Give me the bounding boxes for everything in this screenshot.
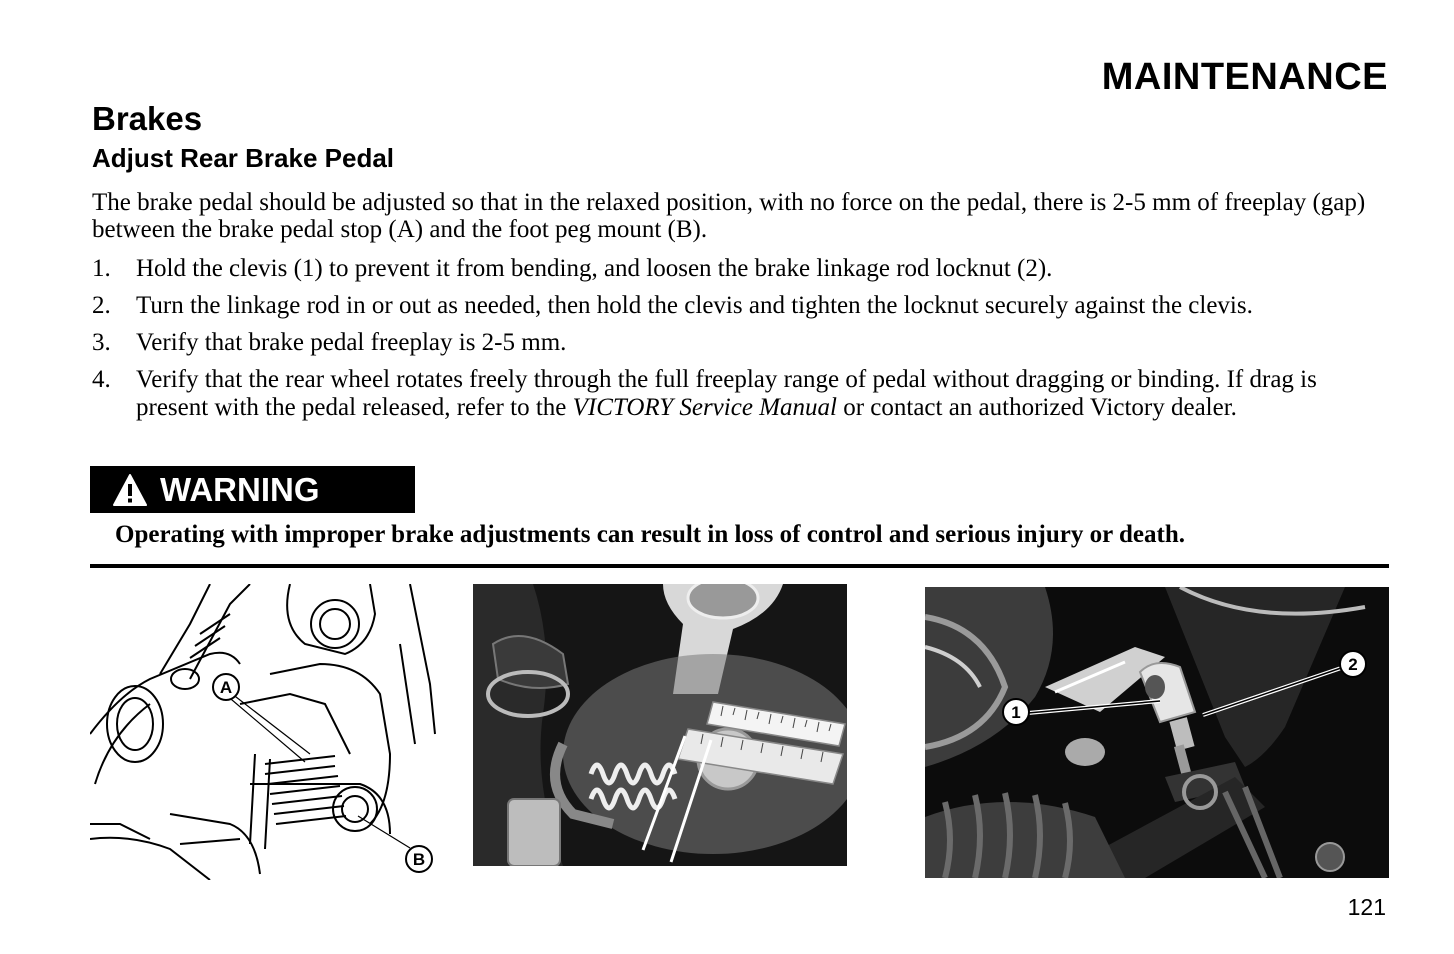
step-text-part: or contact an authorized Victory dealer. [836,394,1237,421]
procedure-steps [92,255,1392,431]
callout-a: A [219,678,233,697]
page-subheading: Adjust Rear Brake Pedal [92,143,395,173]
procedure-step [92,255,1392,283]
step-number: 3. [92,329,111,356]
brake-pedal-drawing [90,584,440,880]
step-text [136,366,1317,421]
step-text-part: Verify that the rear wheel rotates freely through the full freeplay range of pedal without dragging or binding. If drag is present with the pedal released, refer to the [136,366,1317,421]
service-manual-title: VICTORY Service Manual [572,394,837,421]
warning-label: WARNING [160,470,320,508]
step-number: 1. [92,255,111,282]
procedure-step [92,366,1392,422]
page-number: 121 [1347,894,1386,920]
intro-paragraph: The brake pedal should be adjusted so that in the relaxed position, with no force on the pedal, there is 2-5 mm of freeplay (gap) between the brake pedal stop (A) and the foot peg mount (B). [92,189,1366,243]
callout-b: B [412,850,426,869]
step-text: Verify that brake pedal freeplay is 2-5 mm. [136,329,567,356]
procedure-step [92,292,1392,320]
step-number: 2. [92,292,111,319]
warning-banner [90,466,415,513]
step-number: 4. [92,366,111,393]
warning-triangle-icon [112,473,148,507]
callout-2: 2 [1348,655,1358,674]
step-text: Turn the linkage rod in or out as needed, then hold the clevis and tighten the locknut securely against the clevis. [136,292,1253,319]
section-divider [90,564,1389,568]
step-text: Hold the clevis (1) to prevent it from bending, and loosen the brake linkage rod locknut (2). [136,255,1053,282]
section-title: MAINTENANCE [1101,56,1388,98]
procedure-step [92,329,1392,357]
callout-1: 1 [1011,703,1021,722]
freeplay-measurement-photo [473,584,847,866]
page-heading: Brakes [92,100,203,137]
warning-text: Operating with improper brake adjustments can result in loss of control and serious injury or death. [115,521,1185,548]
clevis-locknut-photo [925,587,1389,878]
